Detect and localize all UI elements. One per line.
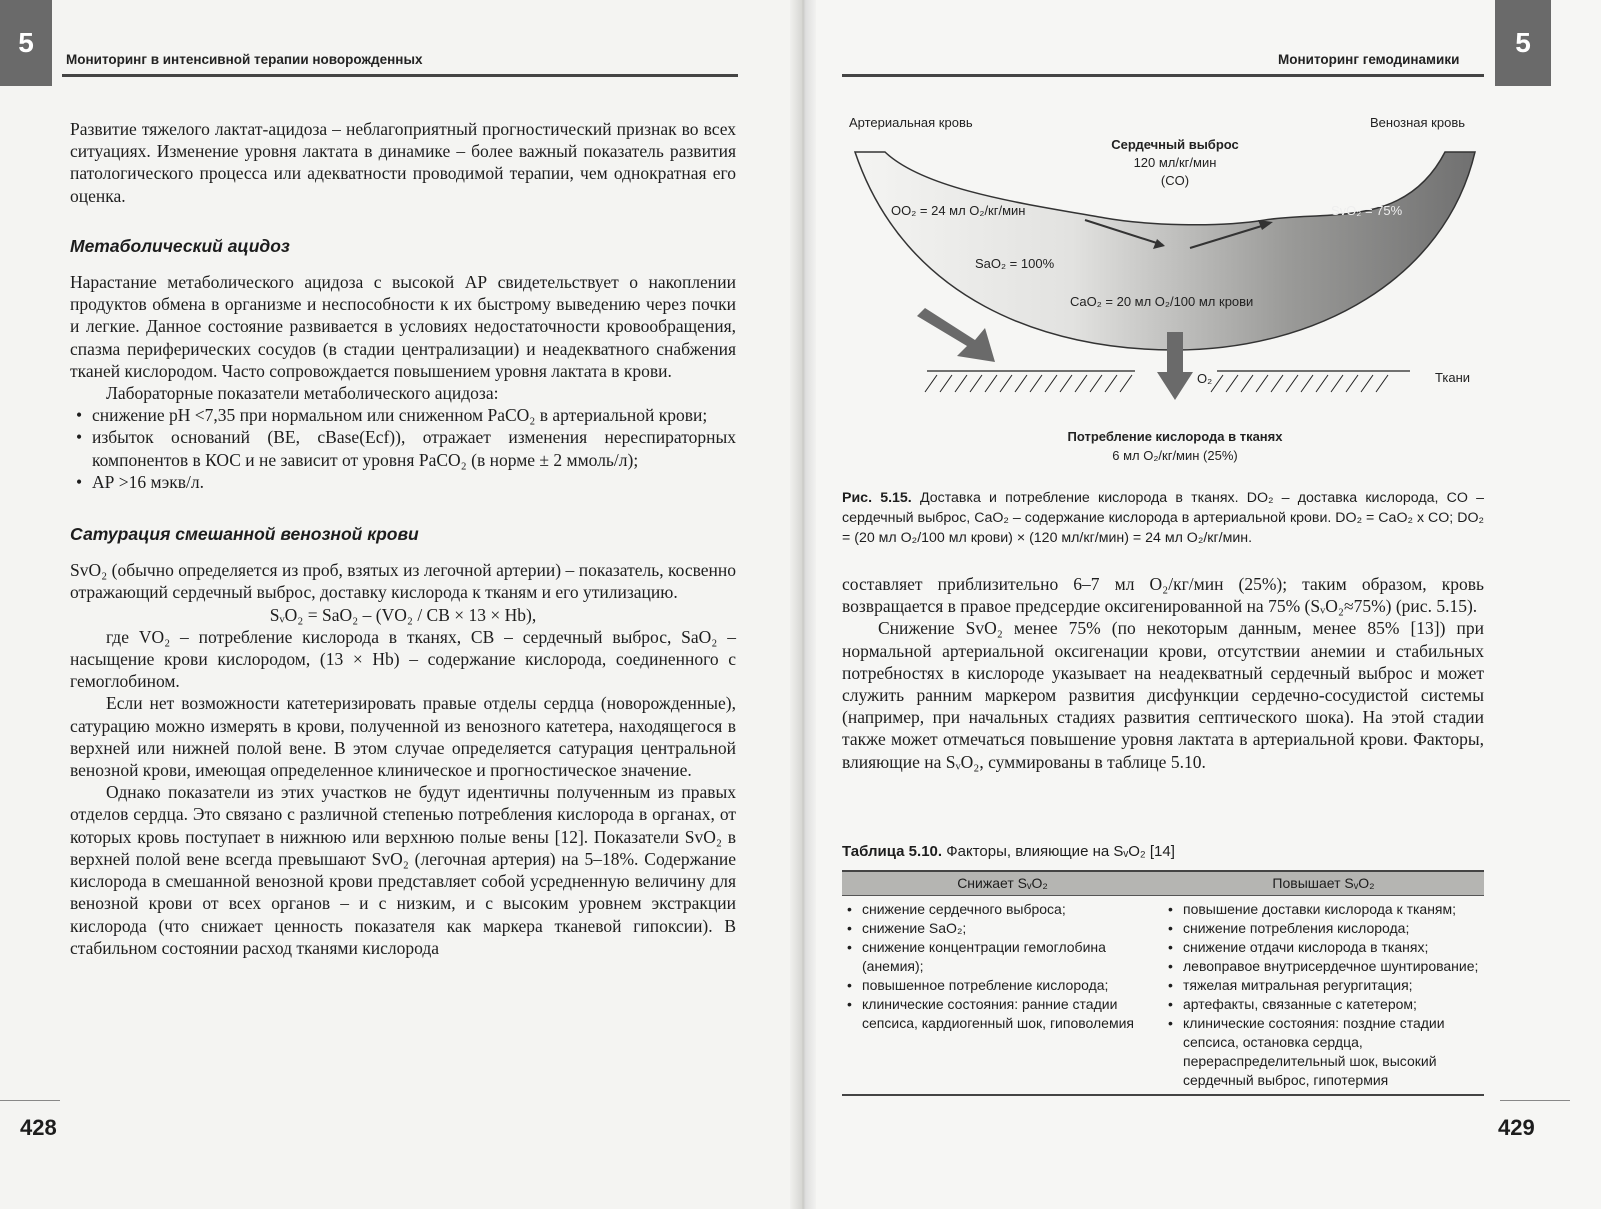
label-o2: O₂ bbox=[1197, 371, 1213, 386]
left-page bbox=[0, 0, 800, 1209]
table-body-row bbox=[842, 896, 1484, 1096]
section-heading-svo2: Сатурация смешанной венозной крови bbox=[70, 524, 419, 545]
catheter-paragraph: Если нет возможности катетеризировать правые отделы сердца (новорожденные), сатурацию можно измерять в крови, полученной из венозного катетера, находящегося в верхней или нижней полой вене. В этом случае определяется сатурация центральной венозной крови, имеющая определенное клиническое и прогностическое значение. bbox=[70, 693, 736, 781]
cardiac-output-abbr: (CO) bbox=[1160, 173, 1190, 188]
chapter-tab-left: 5 bbox=[0, 0, 52, 86]
lab-intro: Лабораторные показатели метаболического ацидоза: bbox=[106, 383, 499, 404]
factors-table bbox=[842, 870, 1484, 1096]
list-item: • артефакты, связанные с катетером; bbox=[1163, 995, 1484, 1014]
table-header-row bbox=[842, 870, 1484, 896]
lab-bullets bbox=[70, 404, 736, 493]
table-title bbox=[842, 843, 1175, 860]
list-item: • тяжелая митральная регургитация; bbox=[1163, 976, 1484, 995]
tissue-hatching bbox=[925, 375, 1388, 392]
list-item: • повышенное потребление кислорода; bbox=[842, 976, 1163, 995]
running-head-right: Мониторинг гемодинамики bbox=[1278, 52, 1460, 67]
running-head-left: Мониторинг в интенсивной терапии новорожденных bbox=[66, 52, 423, 67]
left-body bbox=[70, 118, 736, 959]
header-rule-left bbox=[62, 74, 738, 77]
continued-paragraph: составляет приблизительно 6–7 мл O₂/кг/мин (25%); таким образом, кровь возвращается в правое предсердие оксигенированной на 75% (SᵥO₂≈75%) (рис. 5.15). bbox=[842, 574, 1484, 617]
list-item: • снижение сердечного выброса; bbox=[842, 900, 1163, 919]
section-heading-metabolic-acidosis: Метаболический ацидоз bbox=[70, 235, 290, 256]
svo2-paragraph: SvO₂ (обычно определяется из проб, взятых из легочной артерии) – показатель, косвенно отражающий сердечный выброс, доставку кислорода к тканям и его утилизацию. bbox=[70, 560, 736, 603]
table-header-decreases: Снижает SᵥO₂ bbox=[957, 875, 1048, 891]
table-title-text: Факторы, влияющие на SᵥO₂ [14] bbox=[946, 843, 1175, 860]
table-col-increases bbox=[1163, 900, 1484, 1090]
list-item: • клинические состояния: поздние стадии сепсиса, остановка сердца, перераспределительный шок, высокий сердечный выброс, гипотермия bbox=[1163, 1014, 1484, 1090]
header-rule-right bbox=[842, 74, 1484, 77]
regions-paragraph: Однако показатели из этих участков не будут идентичны полученным из правых отделов сердца. Это связано с различной степенью потребления кислорода в органах, от которых кровь поступает в нижнюю или верхнюю полые вены [12]. Показатели SvO₂ в верхней полой вене всегда превышают SvO₂ (легочная артерия) на 5–18%. Содержание кислорода в смешанной венозной крови представляет собой усредненную величину для венозной крови от всех органов – и с низким, и с высоким уровнем экстракции кислорода (что снижает ценность показателя как маркера тканевой гипоксии). В стабильном состоянии расход тканями кислорода bbox=[70, 782, 736, 958]
label-svo2: SvO₂ = 75% bbox=[1331, 203, 1403, 218]
list-item: • снижение концентрации гемоглобина (анемия); bbox=[842, 938, 1163, 976]
label-tissues: Ткани bbox=[1435, 370, 1471, 385]
list-item: • избыток оснований (BE, cBase(Ecf)), отражает изменения нереспираторных компонентов в КОС и не зависит от уровня PaCO₂ (в норме ± 2 ммоль/л); bbox=[70, 426, 736, 470]
label-sao2: SaO₂ = 100% bbox=[975, 256, 1055, 271]
page-number-right: 429 bbox=[1498, 1115, 1535, 1140]
figure-caption bbox=[842, 488, 1484, 548]
list-item: • снижение SaO₂; bbox=[842, 919, 1163, 938]
table-title-label: Таблица 5.10. bbox=[842, 843, 943, 860]
increases-list bbox=[1163, 900, 1484, 1090]
caption-text: Доставка и потребление кислорода в тканях. DO₂ – доставка кислорода, CO – сердечный выброс, CaO₂ – содержание кислорода в артериальной крови. DO₂ = CaO₂ x CO; DO₂ = (20 мл O₂/100 мл крови) × (120 мл/кг/мин) = 24 мл O₂/кг/мин. bbox=[842, 490, 1484, 546]
list-item: • АР >16 мэкв/л. bbox=[70, 471, 736, 493]
table-col-decreases bbox=[842, 900, 1163, 1090]
page-number-left: 428 bbox=[20, 1115, 57, 1140]
list-item: • снижение отдачи кислорода в тканях; bbox=[1163, 938, 1484, 957]
consumption-value: 6 мл O₂/кг/мин (25%) bbox=[1112, 448, 1238, 463]
chapter-tab-right: 5 bbox=[1495, 0, 1551, 86]
delivery-arrow bbox=[917, 308, 995, 362]
list-item: • повышение доставки кислорода к тканям; bbox=[1163, 900, 1484, 919]
formula-explanation: где VO₂ – потребление кислорода в тканях, CB – сердечный выброс, SaO₂ – насыщение крови кислородом, (13 × Hb) – содержание кислорода, соединенного с гемоглобином. bbox=[70, 626, 736, 692]
list-item: • снижение потребления кислорода; bbox=[1163, 919, 1484, 938]
right-body bbox=[842, 573, 1484, 773]
footer-rule-right bbox=[1500, 1100, 1570, 1101]
list-item: • клинические состояния: ранние стадии сепсиса, кардиогенный шок, гиповолемия bbox=[842, 995, 1163, 1033]
table-header-increases: Повышает SᵥO₂ bbox=[1272, 875, 1375, 891]
cardiac-output-value: 120 мл/кг/мин bbox=[1133, 155, 1217, 170]
label-venous-blood: Венозная кровь bbox=[1369, 115, 1465, 130]
footer-rule-left bbox=[0, 1100, 60, 1101]
intro-paragraph: Развитие тяжелого лактат-ацидоза – неблагоприятный прогностический признак во всех ситуациях. Изменение уровня лактата в динамике – более важный показатель развития патологического процесса или адекватности проводимой терапии, чем однократная его оценка. bbox=[70, 119, 736, 206]
list-item: • левоправое внутрисердечное шунтирование; bbox=[1163, 957, 1484, 976]
svo2-decrease-paragraph: Снижение SvO₂ менее 75% (по некоторым данным, менее 85% [13]) при нормальной артериальной оксигенации крови, отсутствии анемии и стабильных потребностях в кислороде указывает на неадекватный сердечный выброс и может служить ранним маркером развития дисфункции сердечно-сосудистой системы (например, при начальных стадиях развития септического шока). На этой стадии также может отмечаться повышение уровня лактата в артериальной крови. Факторы, влияющие на SᵥO₂, суммированы в таблице 5.10. bbox=[842, 618, 1484, 772]
decreases-list bbox=[842, 900, 1163, 1033]
label-arterial-blood: Артериальная кровь bbox=[849, 115, 973, 130]
label-cao2: CaO₂ = 20 мл O₂/100 мл крови bbox=[1070, 294, 1254, 309]
list-item: • снижение pH <7,35 при нормальном или сниженном PaCO₂ в артериальной крови; bbox=[70, 404, 736, 426]
label-do2: OO₂ = 24 мл O₂/кг/мин bbox=[891, 203, 1026, 218]
metabolic-acidosis-paragraph: Нарастание метаболического ацидоза с высокой АР свидетельствует о накоплении продуктов обмена в организме и неспособности к их быстрому выведению через почки и легкие. Данное состояние развивается в условиях недостаточности кровообращения, спазма периферических сосудов (в стадии централизации) и неадекватного снабжения тканей кислородом. Часто сопровождается повышением уровня лактата в крови. bbox=[70, 272, 736, 381]
caption-label: Рис. 5.15. bbox=[842, 490, 912, 506]
svo2-formula: SᵥO₂ = SaO₂ – (VO₂ / CB × 13 × Hb), bbox=[269, 604, 537, 625]
oxygen-delivery-figure bbox=[845, 100, 1485, 480]
cardiac-output-title: Сердечный выброс bbox=[1111, 137, 1239, 152]
consumption-title: Потребление кислорода в тканях bbox=[1067, 429, 1283, 444]
